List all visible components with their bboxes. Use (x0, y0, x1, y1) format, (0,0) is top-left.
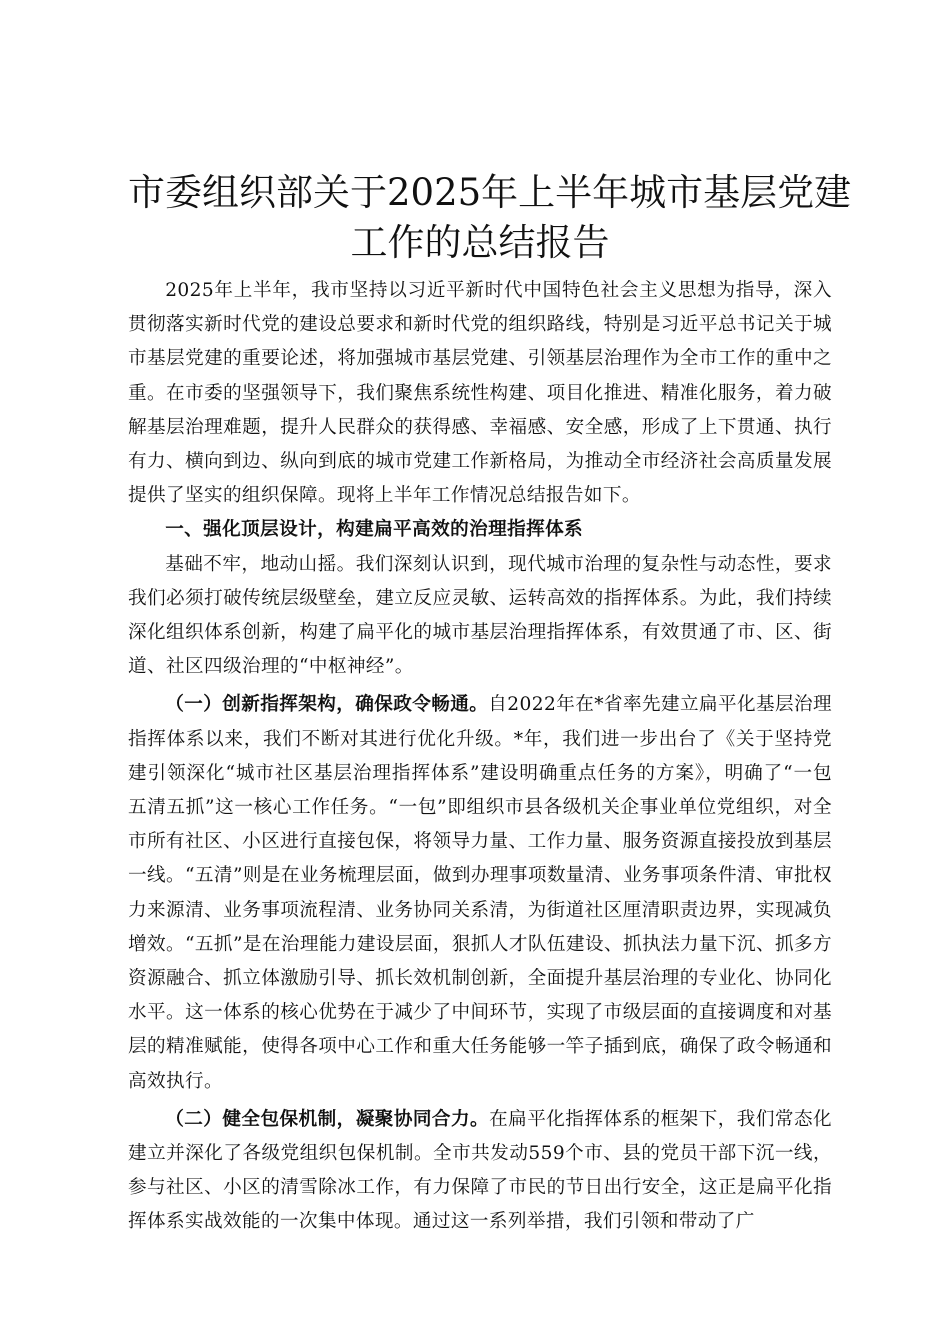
section-1-intro-paragraph: 基础不牢，地动山摇。我们深刻认识到，现代城市治理的复杂性与动态性，要求我们必须打破传统层级壁垒，建立反应灵敏、运转高效的指挥体系。为此，我们持续深化组织体系创新，构建了扁平化的城市基层治理指挥体系，有效贯通了市、区、街道、社区四级治理的“中枢神经”。 (128, 553, 832, 678)
title-line-1: 市委组织部关于2025年上半年城市基层党建 (128, 171, 852, 214)
subsection-2-lead: （二）健全包保机制，凝聚协同合力。 (165, 1108, 490, 1130)
title-line-2: 工作的总结报告 (350, 221, 610, 264)
subsection-1-lead: （一）创新指挥架构，确保政令畅通。 (165, 694, 489, 716)
subsection-2-paragraph (128, 1103, 832, 1240)
document-title (128, 168, 852, 268)
document-page (128, 168, 852, 1240)
subsection-1-text: 自2022年在*省率先建立扁平化基层治理指挥体系以来，我们不断对其进行优化升级。*年，我们进一步出台了《关于坚持党建引领深化“城市社区基层治理指挥体系”建设明确重点任务的方案》，明确了“一包五清五抓”这一核心工作任务。“一包”即组织市县各级机关企事业单位党组织，对全市所有社区、小区进行直接包保，将领导力量、工作力量、服务资源直接投放到基层一线。“五清”则是在业务梳理层面，做到办理事项数量清、业务事项条件清、审批权力来源清、业务事项流程清、业务协同关系清，为街道社区厘清职责边界，实现减负增效。“五抓”是在治理能力建设层面，狠抓人才队伍建设、抓执法力量下沉、抓多方资源融合、抓立体激励引导、抓长效机制创新，全面提升基层治理的专业化、协同化水平。这一体系的核心优势在于减少了中间环节，实现了市级层面的直接调度和对基层的精准赋能，使得各项中心工作和重大任务能够一竿子插到底，确保了政令畅通和高效执行。 (128, 694, 832, 1092)
intro-paragraph: 2025年上半年，我市坚持以习近平新时代中国特色社会主义思想为指导，深入贯彻落实新时代党的建设总要求和新时代党的组织路线，特别是习近平总书记关于城市基层党建的重要论述，将加强城市基层党建、引领基层治理作为全市工作的重中之重。在市委的坚强领导下，我们聚焦系统性构建、项目化推进、精准化服务，着力破解基层治理难题，提升人民群众的获得感、幸福感、安全感，形成了上下贯通、执行有力、横向到边、纵向到底的城市党建工作新格局，为推动全市经济社会高质量发展提供了坚实的组织保障。现将上半年工作情况总结报告如下。 (128, 280, 832, 507)
subsection-2-text: 在扁平化指挥体系的框架下，我们常态化建立并深化了各级党组织包保机制。全市共发动559个市、县的党员干部下沉一线，参与社区、小区的清雪除冰工作，有力保障了市民的节日出行安全，这正是扁平化指挥体系实战效能的一次集中体现。通过这一系列举措，我们引领和带动了广 (128, 1108, 832, 1233)
document-body (128, 274, 832, 1240)
subsection-1-paragraph (128, 688, 832, 1098)
section-1-heading: 一、强化顶层设计，构建扁平高效的治理指挥体系 (165, 519, 584, 541)
